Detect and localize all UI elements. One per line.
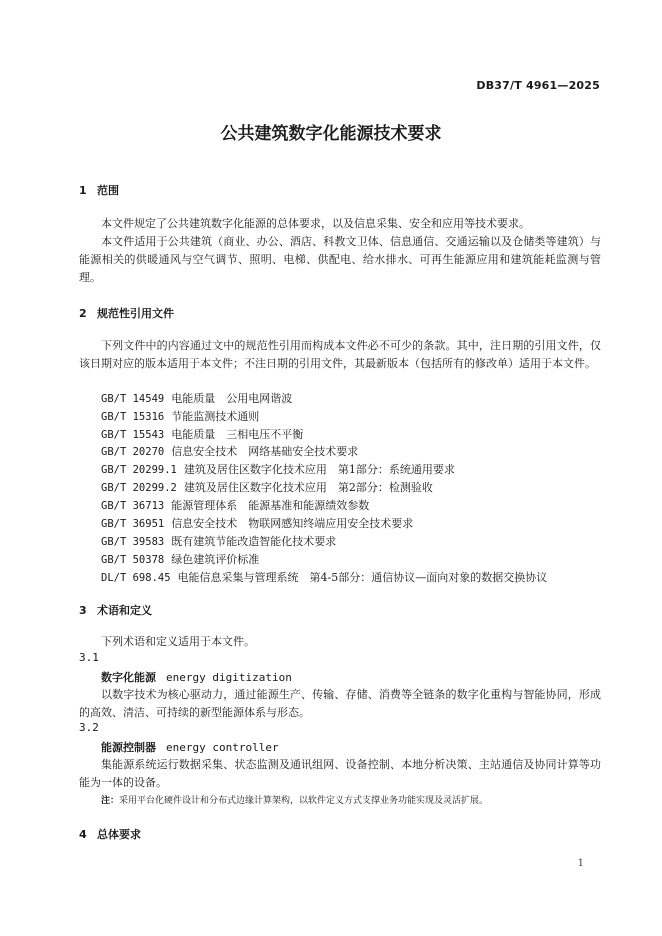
reference-item: [101, 426, 303, 442]
reference-code: GB/T 20299.2: [101, 482, 177, 494]
reference-item: [101, 390, 292, 406]
reference-item: [101, 533, 336, 549]
standard-code: DB37/T 4961—2025: [476, 79, 600, 92]
reference-item: [101, 569, 547, 585]
section-3-intro: 下列术语和定义适用于本文件。: [101, 635, 255, 648]
reference-name: 建筑及居住区数字化技术应用 第2部分：检测验收: [183, 481, 433, 494]
note: [101, 793, 488, 806]
section-4-heading: [79, 826, 141, 842]
reference-item: [101, 515, 413, 531]
section-3-heading: [79, 602, 152, 618]
section-number: 3: [79, 604, 87, 617]
section-2-intro: 下列文件中的内容通过文中的规范性引用而构成本文件必不可少的条款。其中，注日期的引用文件，仅该日期对应的版本适用于本文件；不注日期的引用文件，其最新版本（包括所有的修改单）适用于本文件。: [79, 339, 601, 370]
reference-code: GB/T 36951: [101, 518, 165, 530]
page-title: 公共建筑数字化能源技术要求: [220, 124, 442, 144]
reference-code: GB/T 50378: [101, 554, 165, 566]
reference-name: 建筑及居住区数字化技术应用 第1部分：系统通用要求: [183, 463, 455, 476]
reference-item: [101, 408, 259, 424]
reference-name: 能源管理体系 能源基准和能源绩效参数: [171, 499, 370, 512]
section-1-heading: [79, 182, 119, 198]
reference-name: 节能监测技术通则: [171, 410, 260, 423]
term-english: energy controller: [166, 741, 279, 754]
reference-code: GB/T 20299.1: [101, 464, 177, 476]
term-number: 3.1: [79, 651, 99, 664]
reference-name: 绿色建筑评价标准: [171, 553, 260, 566]
section-title: 规范性引用文件: [97, 307, 174, 320]
term-entry: [101, 739, 279, 755]
term-definition: 集能源系统运行数据采集、状态监测及通讯组网、设备控制、本地分析决策、主站通信及协同计算等功能为一体的设备。: [79, 758, 601, 789]
term-number: 3.2: [79, 721, 99, 734]
reference-code: GB/T 15543: [101, 429, 165, 441]
reference-code: GB/T 36713: [101, 500, 165, 512]
section-number: 1: [79, 184, 87, 197]
reference-code: GB/T 14549: [101, 393, 165, 405]
note-text: 采用平台化硬件设计和分布式边缘计算架构，以软件定义方式支撑业务功能实现及灵活扩展。: [119, 796, 489, 806]
section-1-paragraph-1: 本文件规定了公共建筑数字化能源的总体要求，以及信息采集、安全和应用等技术要求。: [101, 217, 530, 230]
section-title: 范围: [97, 184, 119, 197]
section-title: 总体要求: [97, 828, 141, 841]
section-2-heading: [79, 305, 174, 321]
note-label: 注：: [101, 796, 120, 806]
page-number: 1: [577, 858, 584, 869]
reference-name: 既有建筑节能改造智能化技术要求: [171, 535, 337, 548]
section-title: 术语和定义: [97, 604, 152, 617]
reference-name: 信息安全技术 网络基础安全技术要求: [171, 445, 359, 458]
reference-code: GB/T 15316: [101, 411, 165, 423]
reference-item: [101, 497, 369, 513]
section-1-paragraph-2: 本文件适用于公共建筑（商业、办公、酒店、科教文卫体、信息通信、交通运输以及仓储类等建筑）与能源相关的供暖通风与空气调节、照明、电梯、供配电、给水排水、可再生能源应用和建筑能耗监测与管理。: [79, 235, 601, 284]
reference-name: 信息安全技术 物联网感知终端应用安全技术要求: [171, 517, 414, 530]
term-chinese: 能源控制器: [101, 741, 156, 754]
reference-code: GB/T 39583: [101, 536, 165, 548]
reference-code: GB/T 20270: [101, 446, 165, 458]
term-definition: 以数字技术为核心驱动力，通过能源生产、传输、存储、消费等全链条的数字化重构与智能协同，形成的高效、清洁、可持续的新型能源体系与形态。: [79, 688, 601, 719]
term-english: energy digitization: [166, 671, 292, 684]
reference-code: DL/T 698.45: [101, 572, 171, 584]
reference-item: [101, 461, 455, 477]
reference-item: [101, 479, 433, 495]
term-entry: [101, 669, 292, 685]
reference-name: 电能信息采集与管理系统 第4-5部分：通信协议—面向对象的数据交换协议: [177, 571, 548, 584]
reference-item: [101, 443, 358, 459]
reference-item: [101, 551, 259, 567]
section-number: 2: [79, 307, 87, 320]
section-number: 4: [79, 828, 87, 841]
reference-name: 电能质量 三相电压不平衡: [171, 428, 304, 441]
term-chinese: 数字化能源: [101, 671, 156, 684]
reference-name: 电能质量 公用电网谐波: [171, 392, 293, 405]
